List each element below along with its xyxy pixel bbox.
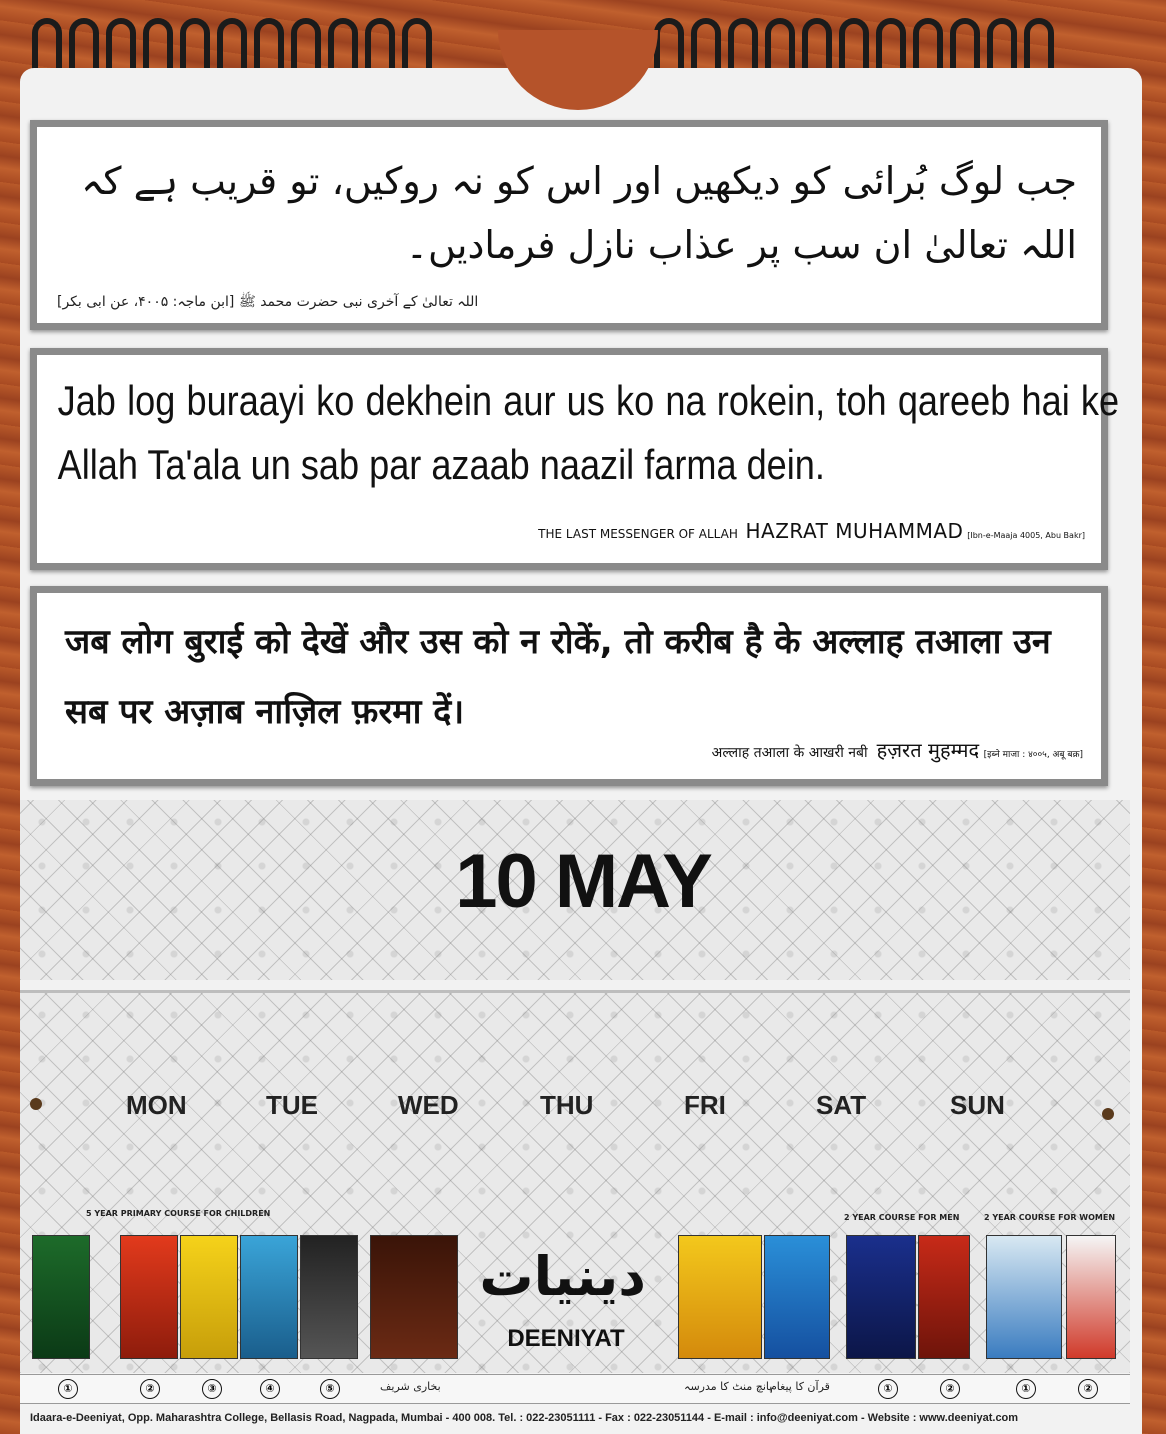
men-course-label: 2 YEAR COURSE FOR MEN — [844, 1213, 960, 1222]
book-primary-5 — [300, 1235, 358, 1359]
hindi-hadith-text: जब लोग बुराई को देखें और उस को न रोकें, तो करीब है के अल्लाह तआला उन सब पर अज़ाब नाज़िल फ़रमा दें। — [65, 622, 1051, 732]
women-course-label: 2 YEAR COURSE FOR WOMEN — [984, 1213, 1116, 1222]
roman-hadith-text: Jab log buraayi ko dekhein aur us ko na rokein, toh qareeb hai ke Allah Ta'ala un sab par azaab naazil farma dein. — [57, 377, 1120, 488]
label-madrasa: پانچ منٹ کا مدرسہ — [684, 1380, 773, 1393]
book-number: ④ — [260, 1379, 280, 1399]
book-men-1 — [846, 1235, 916, 1359]
book-madrasa — [678, 1235, 762, 1359]
hindi-hadith-box — [30, 586, 1108, 786]
primary-course-label: 5 YEAR PRIMARY COURSE FOR CHILDREN — [86, 1209, 271, 1218]
book-bukhari — [370, 1235, 458, 1359]
book-number: ① — [58, 1379, 78, 1399]
urdu-hadith-text: جب لوگ بُرائی کو دیکھیں اور اس کو نہ روکیں، تو قریب ہے کہ اللہ تعالیٰ ان سب پر عذاب نازل فرمادیں۔ — [81, 159, 1077, 267]
book-number: ② — [1078, 1379, 1098, 1399]
deeniyat-logo-arabic: دینیات — [479, 1245, 646, 1308]
label-quran: قرآن کا پیغام — [770, 1380, 830, 1393]
roman-citation — [538, 519, 1085, 543]
book-number: ① — [1016, 1379, 1036, 1399]
hindi-cite-ref: [इब्ने माजा : ४००५, अबू बक्र] — [983, 750, 1083, 760]
book-number-row — [20, 1374, 1130, 1404]
day-thu: THU — [540, 1090, 594, 1120]
date-heading: 10 MAY — [455, 839, 711, 924]
day-sat: SAT — [816, 1090, 867, 1120]
label-bukhari: بخاری شریف — [380, 1380, 441, 1393]
roman-cite-ref: [Ibn-e-Maaja 4005, Abu Bakr] — [967, 531, 1085, 540]
book-primary-4 — [240, 1235, 298, 1359]
book-women-1 — [986, 1235, 1062, 1359]
deeniyat-logo-english: DEENIYAT — [507, 1325, 625, 1352]
footer-contact: Idaara-e-Deeniyat, Opp. Maharashtra College, Bellasis Road, Nagpada, Mumbai - 400 008. Tel. : 022-23051111 - Fax : 022-23051144 - E-mail : info@deeniyat.com - Website : www.deeniyat.com — [20, 1404, 1130, 1434]
book-primary-1 — [32, 1235, 90, 1359]
book-quran — [764, 1235, 830, 1359]
book-women-2 — [1066, 1235, 1116, 1359]
hindi-cite-prefix: अल्लाह तआला के आखरी नबी — [711, 745, 868, 761]
day-fri: FRI — [684, 1090, 726, 1120]
urdu-hadith-box — [30, 120, 1108, 330]
day-mon: MON — [126, 1090, 187, 1120]
roman-hadith-box — [30, 348, 1120, 570]
book-number: ① — [878, 1379, 898, 1399]
book-number: ⑤ — [320, 1379, 340, 1399]
book-men-2 — [918, 1235, 970, 1359]
urdu-citation: اللہ تعالیٰ کے آخری نبی حضرت محمد ﷺ [ابن ماجہ: ۴۰۰۵، عن ابی بکر] — [57, 294, 479, 310]
book-number: ② — [140, 1379, 160, 1399]
day-wed: WED — [398, 1090, 459, 1120]
day-tue: TUE — [266, 1090, 318, 1120]
hindi-cite-name: हज़रत मुहम्मद — [876, 738, 980, 762]
roman-cite-prefix: THE LAST MESSENGER OF ALLAH — [538, 527, 738, 541]
book-primary-2 — [120, 1235, 178, 1359]
pin-hole-right — [1102, 1108, 1114, 1120]
book-primary-3 — [180, 1235, 238, 1359]
book-number: ③ — [202, 1379, 222, 1399]
hindi-citation — [712, 736, 1083, 763]
roman-cite-name: HAZRAT MUHAMMAD — [745, 519, 964, 543]
day-sun: SUN — [950, 1090, 1005, 1120]
pin-hole-left — [30, 1098, 42, 1110]
book-number: ② — [940, 1379, 960, 1399]
